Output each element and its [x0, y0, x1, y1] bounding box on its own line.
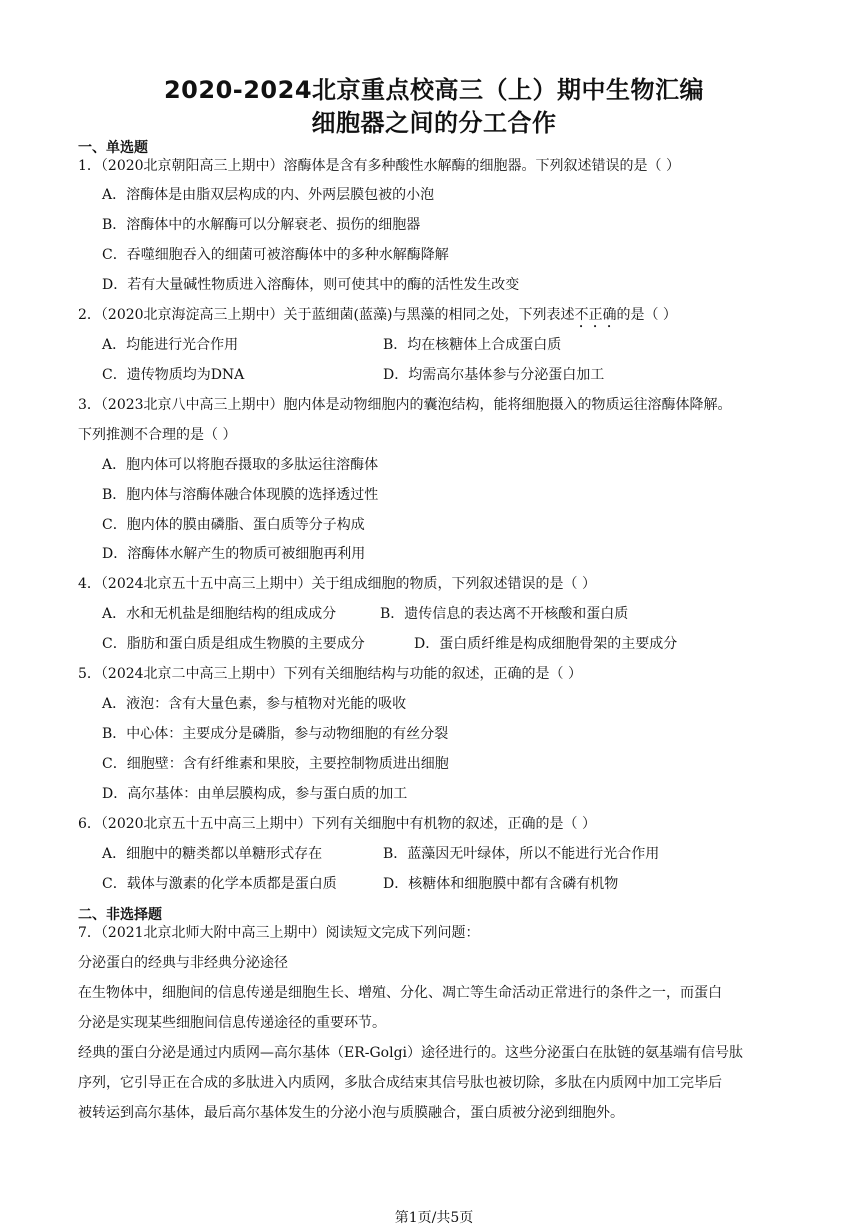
- question-2-stem-pre: 2．（2020北京海淀高三上期中）关于蓝细菌(蓝藻)与黑藻的相同之处，下列表述: [78, 307, 575, 323]
- passage-paragraph-2-line-1: 经典的蛋白分泌是通过内质网—高尔基体（ER-Golgi）途径进行的。这些分泌蛋白在肽链的氨基端有信号肽: [78, 1045, 744, 1061]
- question-5-option-b: B．中心体：主要成分是磷脂，参与动物细胞的有丝分裂: [102, 726, 449, 742]
- question-3-option-d: D．溶酶体水解产生的物质可被细胞再利用: [102, 546, 366, 562]
- question-6-stem: 6．（2020北京五十五中高三上期中）下列有关细胞中有机物的叙述，正确的是（ ）: [78, 816, 596, 832]
- question-4-option-a: A．水和无机盐是细胞结构的组成成分: [102, 606, 337, 622]
- question-1-option-d: D．若有大量碱性物质进入溶酶体，则可使其中的酶的活性发生改变: [102, 277, 520, 293]
- section-heading-non-choice: 二、非选择题: [78, 907, 162, 923]
- passage-heading: 分泌蛋白的经典与非经典分泌途径: [78, 955, 288, 971]
- passage-paragraph-2-line-3: 被转运到高尔基体，最后高尔基体发生的分泌小泡与质膜融合，蛋白质被分泌到细胞外。: [78, 1105, 624, 1121]
- question-7-stem: 7．（2021北京北师大附中高三上期中）阅读短文完成下列问题：: [78, 925, 480, 941]
- question-4-option-c: C．脂肪和蛋白质是组成生物膜的主要成分: [102, 636, 365, 652]
- question-2-option-d: D．均需高尔基体参与分泌蛋白加工: [383, 367, 605, 383]
- question-4-stem: 4．（2024北京五十五中高三上期中）关于组成细胞的物质，下列叙述错误的是（ ）: [78, 576, 596, 592]
- question-5-stem: 5．（2024北京二中高三上期中）下列有关细胞结构与功能的叙述，正确的是（ ）: [78, 666, 582, 682]
- question-1-option-b: B．溶酶体中的水解酶可以分解衰老、损伤的细胞器: [102, 217, 421, 233]
- question-5-option-c: C．细胞壁：含有纤维素和果胶，主要控制物质进出细胞: [102, 756, 449, 772]
- question-3-stem-line-2: 下列推测不合理的是（ ）: [78, 427, 237, 443]
- question-3-stem-line-1: 3．（2023北京八中高三上期中）胞内体是动物细胞内的囊泡结构，能将细胞摄入的物质运往溶酶体降解。: [78, 397, 732, 413]
- question-1-option-a: A．溶酶体是由脂双层构成的内、外两层膜包被的小泡: [102, 187, 435, 203]
- question-2-stem-post: 的是（ ）: [616, 307, 677, 323]
- question-2-emphasis-mark: 不正确: [574, 307, 617, 323]
- document-subtitle: 细胞器之间的分工合作: [311, 109, 557, 137]
- question-6-option-b: B．蓝藻因无叶绿体，所以不能进行光合作用: [383, 846, 660, 862]
- question-2-option-a: A．均能进行光合作用: [102, 337, 239, 353]
- passage-paragraph-1-line-1: 在生物体中，细胞间的信息传递是细胞生长、增殖、分化、凋亡等生命活动正常进行的条件之一，而蛋白: [78, 985, 722, 1001]
- question-6-option-c: C．载体与激素的化学本质都是蛋白质: [102, 876, 337, 892]
- question-1-stem: 1．（2020北京朝阳高三上期中）溶酶体是含有多种酸性水解酶的细胞器。下列叙述错误的是（ ）: [78, 158, 680, 174]
- question-6-option-d: D．核糖体和细胞膜中都有含磷有机物: [383, 876, 619, 892]
- passage-paragraph-2-line-2: 序列，它引导正在合成的多肽进入内质网，多肽合成结束其信号肽也被切除，多肽在内质网中加工完毕后: [78, 1075, 722, 1091]
- question-3-option-c: C．胞内体的膜由磷脂、蛋白质等分子构成: [102, 517, 365, 533]
- question-1-option-c: C．吞噬细胞吞入的细菌可被溶酶体中的多种水解酶降解: [102, 247, 449, 263]
- question-4-option-b: B．遗传信息的表达离不开核酸和蛋白质: [380, 606, 629, 622]
- question-2-option-c: C．遗传物质均为DNA: [102, 367, 245, 383]
- question-5-option-d: D．高尔基体：由单层膜构成，参与蛋白质的加工: [102, 786, 408, 802]
- question-6-option-a: A．细胞中的糖类都以单糖形式存在: [102, 846, 323, 862]
- question-3-option-b: B．胞内体与溶酶体融合体现膜的选择透过性: [102, 487, 379, 503]
- question-2-stem: [78, 306, 677, 331]
- passage-paragraph-1-line-2: 分泌是实现某些细胞间信息传递途径的重要环节。: [78, 1015, 386, 1031]
- question-2-option-b: B．均在核糖体上合成蛋白质: [383, 337, 562, 353]
- document-title: 2020-2024北京重点校高三（上）期中生物汇编: [163, 76, 705, 104]
- question-4-option-d: D．蛋白质纤维是构成细胞骨架的主要成分: [414, 636, 678, 652]
- section-heading-single-choice: 一、单选题: [78, 140, 148, 156]
- question-5-option-a: A．液泡：含有大量色素，参与植物对光能的吸收: [102, 696, 407, 712]
- question-3-option-a: A．胞内体可以将胞吞摄取的多肽运往溶酶体: [102, 457, 379, 473]
- page-number: 第1页/共5页: [394, 1210, 474, 1226]
